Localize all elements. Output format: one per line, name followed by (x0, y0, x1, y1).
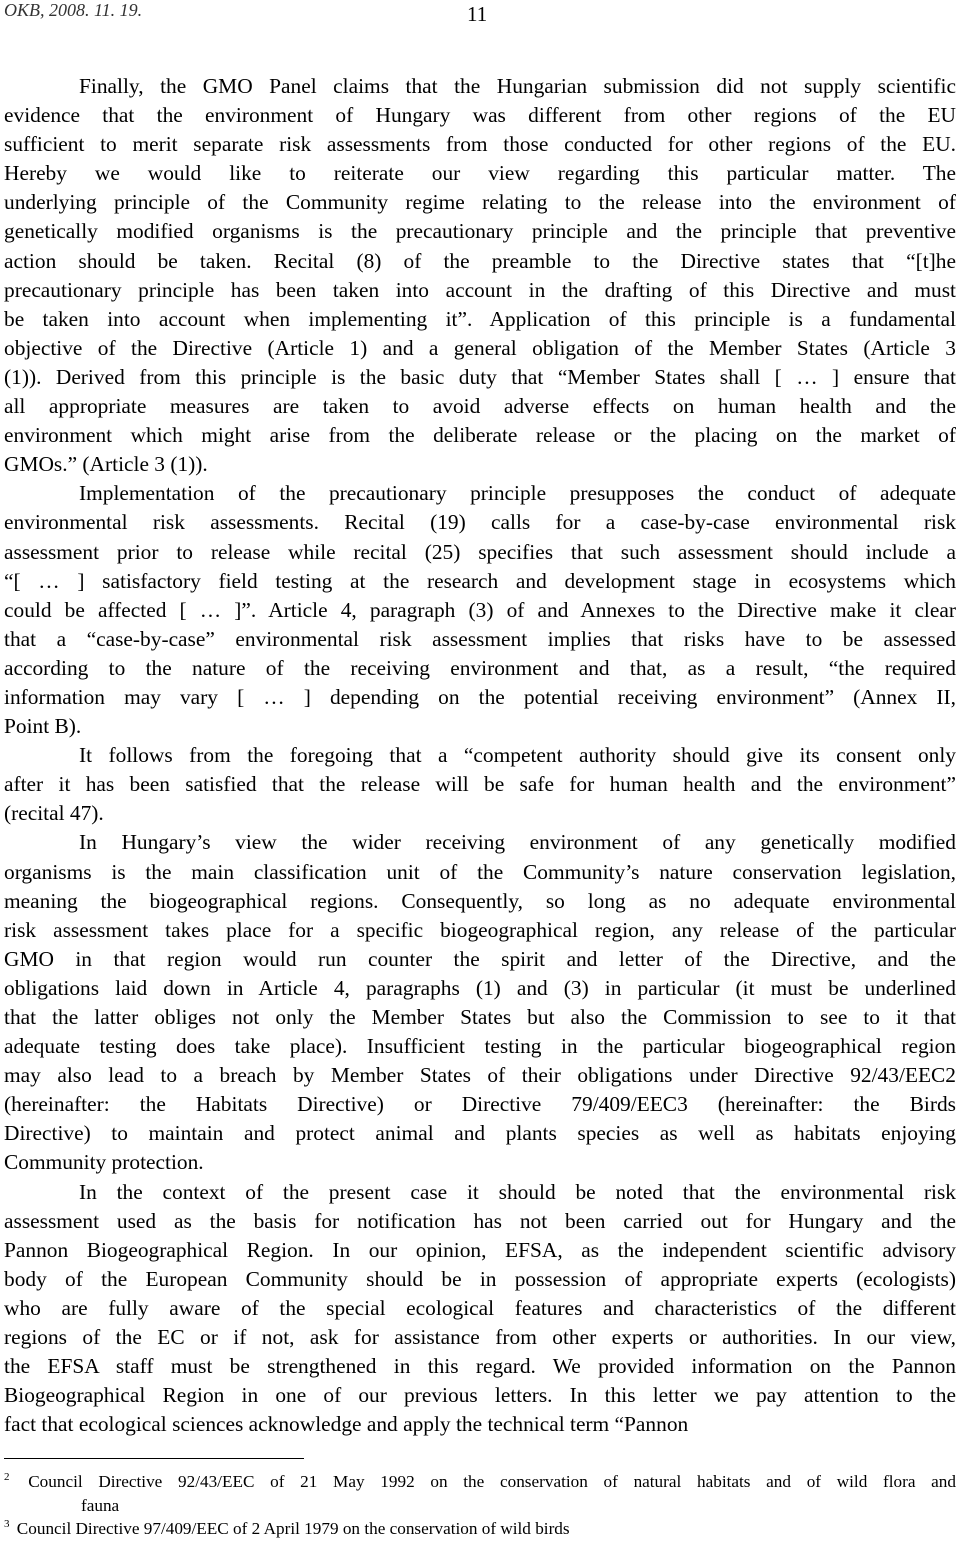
text-line: fact that ecological sciences acknowledge and apply the technical term “Pannon (4, 1412, 689, 1437)
text-line: obligations laid down in Article 4, paragraphs (1) and (3) in particular (it must be underlined (4, 975, 956, 1000)
text-line: meaning the biogeographical regions. Consequently, so long as no adequate environmental (4, 888, 956, 913)
text-line: (1)). Derived from this principle is the basic duty that “Member States shall [ … ] ensure that (4, 364, 956, 389)
text-line: organisms is the main classification unit of the Community’s nature conservation legislation, (4, 859, 956, 884)
text-line: regions of the EC or if not, ask for assistance from other experts or authorities. In our view, (4, 1325, 956, 1350)
text-line: Point B). (4, 714, 82, 739)
text-line: Implementation of the precautionary principle presupposes the conduct of adequate (79, 481, 956, 506)
text-line: risk assessment takes place for a specific biogeographical region, any release of the particular (4, 917, 956, 942)
text-line: sufficient to merit separate risk assessments from those conducted for other regions of the EU. (4, 132, 956, 157)
text-line: In the context of the present case it should be noted that the environmental risk (79, 1179, 956, 1204)
text-line: (hereinafter: the Habitats Directive) or Directive 79/409/EEC3 (hereinafter: the Birds (4, 1092, 956, 1117)
text-line: all appropriate measures are taken to avoid adverse effects on human health and the (4, 394, 956, 419)
text-line: objective of the Directive (Article 1) and a general obligation of the Member States (Article 3 (4, 335, 956, 360)
text-line: be taken into account when implementing it”. Application of this principle is a fundamental (4, 306, 956, 331)
text-line: information may vary [ … ] depending on the potential receiving environment” (Annex II, (4, 684, 956, 709)
text-line: (recital 47). (4, 801, 104, 826)
footnote-text: Council Directive 92/43/EEC of 21 May 1992 on the conservation of natural habitats and of wild flora and (28, 1472, 956, 1491)
text-line: “[ … ] satisfactory field testing at the research and development stage in ecosystems which (4, 568, 956, 593)
footnote-text: Council Directive 97/409/EEC of 2 April 1979 on the conservation of wild birds (16, 1519, 570, 1538)
page-number: 11 (467, 2, 488, 26)
text-line: GMO in that region would run counter the spirit and letter of the Directive, and the (4, 946, 956, 971)
text-line: environment which might arise from the deliberate release or the placing on the market of (4, 423, 956, 448)
text-line: after it has been satisfied that the release will be safe for human health and the environment” (4, 772, 956, 797)
text-line: that a “case-by-case” environmental risk assessment implies that risks have to be assessed (4, 626, 956, 651)
footnote-divider (4, 1458, 304, 1459)
text-line: It follows from the foregoing that a “competent authority should give its consent only (79, 743, 956, 768)
footnote-number: 2 (4, 1471, 10, 1483)
text-line: adequate testing does take place). Insufficient testing in the particular biogeographical region (4, 1034, 956, 1059)
text-line: Directive) to maintain and protect animal and plants species as well as habitats enjoying (4, 1121, 956, 1146)
text-line: underlying principle of the Community regime relating to the release into the environment of (4, 190, 956, 215)
body-text (4, 72, 956, 1439)
text-line: Biogeographical Region in one of our previous letters. In this letter we pay attention to the (4, 1383, 956, 1408)
footnotes (4, 1470, 956, 1541)
text-line: assessment used as the basis for notification has not been carried out for Hungary and the (4, 1208, 956, 1233)
text-line: assessment prior to release while recital (25) specifies that such assessment should include a (4, 539, 956, 564)
text-line: could be affected [ … ]”. Article 4, paragraph (3) of and Annexes to the Directive make it clear (4, 597, 956, 622)
text-line: Hereby we would like to reiterate our view regarding this particular matter. The (4, 161, 956, 186)
footnote-3 (4, 1517, 956, 1541)
text-line: who are fully aware of the special ecological features and characteristics of the different (4, 1295, 956, 1320)
text-line: Finally, the GMO Panel claims that the Hungarian submission did not supply scientific (79, 74, 956, 98)
text-line: that the latter obliges not only the Member States but also the Commission to see to it that (4, 1005, 956, 1029)
footnote-number: 3 (4, 1518, 10, 1530)
text-line: environmental risk assessments. Recital (19) calls for a case-by-case environmental risk (4, 510, 956, 535)
text-line: In Hungary’s view the wider receiving environment of any genetically modified (79, 830, 956, 855)
text-line: evidence that the environment of Hungary was different from other regions of the EU (4, 103, 956, 128)
text-line: may also lead to a breach by Member States of their obligations under Directive 92/43/EEC2 (4, 1063, 956, 1088)
running-header: OKB, 2008. 11. 19. (4, 0, 143, 20)
text-line: the EFSA staff must be strengthened in this regard. We provided information on the Pannon (4, 1354, 956, 1379)
text-line: GMOs.” (Article 3 (1)). (4, 452, 208, 477)
text-line: according to the nature of the receiving environment and that, as a result, “the required (4, 655, 956, 680)
footnote-2-continuation: fauna (81, 1495, 120, 1515)
text-line: body of the European Community should be in possession of appropriate experts (ecologists) (4, 1266, 956, 1291)
text-line: precautionary principle has been taken into account in the drafting of this Directive and must (4, 277, 956, 302)
text-line: Community protection. (4, 1150, 204, 1175)
text-line: genetically modified organisms is the precautionary principle and the principle that preventive (4, 219, 956, 244)
text-line: Pannon Biogeographical Region. In our opinion, EFSA, as the independent scientific advisory (4, 1237, 956, 1262)
text-line: action should be taken. Recital (8) of the preamble to the Directive states that “[t]he (4, 248, 956, 273)
footnote-2 (4, 1470, 956, 1494)
